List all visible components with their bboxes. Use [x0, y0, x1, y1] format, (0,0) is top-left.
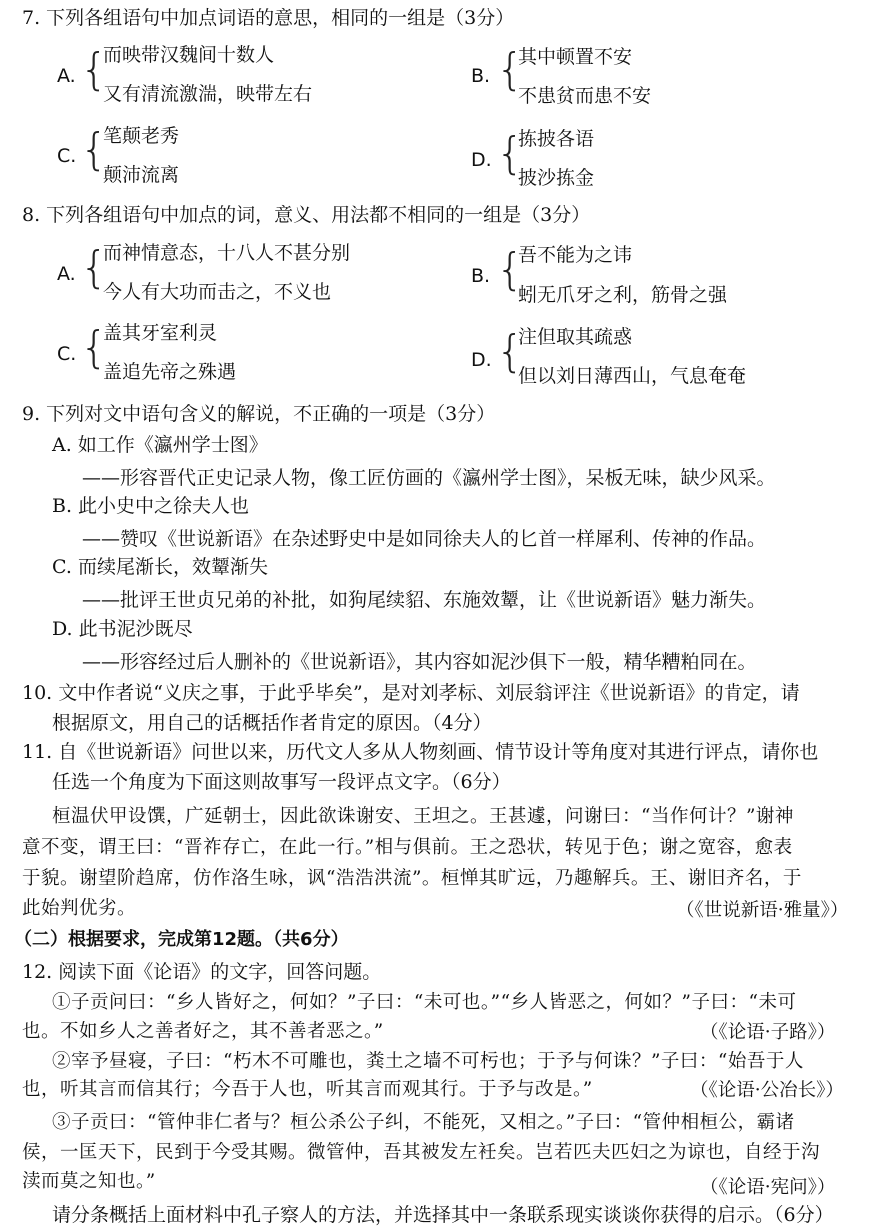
q7-option-b-label: B.: [471, 65, 491, 87]
q12-passage-line: ①子贡问曰：“乡人皆好之，何如？”子曰：“未可也。”“乡人皆恶之，何如？”子曰：“未可: [52, 992, 797, 1013]
q8-option-d-line1: 注但取其疏惑: [518, 326, 633, 348]
q10-line2: 根据原文，用自己的话概括作者肯定的原因。（4分）: [52, 712, 492, 734]
brace-icon: {: [496, 44, 524, 95]
q11-passage-line: 桓温伏甲设馔，广延朝士，因此欲诛谢安、王坦之。王甚遽，问谢曰：“当作何计？”谢神: [52, 806, 794, 827]
q9-stem: 9. 下列对文中语句含义的解说，不正确的一项是（3分）: [22, 403, 496, 425]
q12-stem: 12. 阅读下面《论语》的文字，回答问题。: [22, 961, 382, 983]
q7-option-d-label: D.: [471, 149, 492, 171]
q7-option-a-line2: 又有清流激湍，映带左右: [103, 83, 313, 105]
q8-option-c-line2: 盖追先帝之殊遇: [103, 361, 237, 383]
q8-option-b-label: B.: [471, 265, 491, 287]
q9-option-c: C. 而续尾渐长，效颦渐失: [52, 556, 268, 578]
q8-option-c-label: C.: [57, 343, 77, 365]
q8-option-d-line2: 但以刘日薄西山，气息奄奄: [518, 365, 747, 387]
brace-icon: {: [80, 242, 108, 293]
q11-passage-line: 此始判优劣。: [22, 898, 137, 919]
q8-option-d-label: D.: [471, 349, 492, 371]
q8-option-b-line1: 吾不能为之讳: [518, 244, 633, 266]
q9-option-c-explanation: ——批评王世贞兄弟的补批，如狗尾续貂、东施效颦，让《世说新语》魅力渐失。: [82, 589, 767, 611]
q12-passage-line: ②宰予昼寝，子曰：“朽木不可雕也，粪土之墙不可杇也；于予与何诛？”子曰：“始吾于人: [52, 1051, 804, 1072]
q7-option-c-label: C.: [57, 145, 77, 167]
q12-passage-line: 渎而莫之知也。”: [22, 1171, 156, 1192]
q8-option-b-line2: 蚓无爪牙之利，筋骨之强: [518, 284, 728, 306]
q7-option-b-line2: 不患贫而患不安: [518, 85, 652, 107]
q11-passage-line: 意不变，谓王曰：“晋祚存亡，在此一行。”相与俱前。王之恐状，转见于色；谢之宽容，愈表: [22, 837, 793, 858]
q8-stem: 8. 下列各组语句中加点的词，意义、用法都不相同的一组是（3分）: [22, 204, 591, 226]
q9-option-d: D. 此书泥沙既尽: [52, 618, 193, 640]
q11-line2: 任选一个角度为下面这则故事写一段评点文字。（6分）: [52, 771, 511, 793]
q9-option-d-explanation: ——形容经过后人删补的《世说新语》，其内容如泥沙俱下一般，精华糟粕同在。: [82, 651, 757, 673]
q12-passage-line: 侯，一匡天下，民到于今受其赐。微管仲，吾其被发左衽矣。岂若匹夫匹妇之为谅也，自经于沟: [22, 1142, 821, 1163]
q12-passage-line: ③子贡曰：“管仲非仁者与？桓公杀公子纠，不能死，又相之。”子曰：“管仲相桓公，霸诸: [52, 1112, 795, 1133]
brace-icon: {: [80, 322, 108, 373]
q11-passage-line: 于貌。谢望阶趋席，仿作洛生咏，讽“浩浩洪流”。桓惮其旷远，乃趣解兵。王、谢旧齐名，于: [22, 868, 802, 889]
brace-icon: {: [80, 124, 108, 175]
q8-option-a-label: A.: [57, 263, 76, 285]
q8-option-c-line1: 盖其牙室利灵: [103, 322, 218, 344]
q12-source-1: （《论语·子路》）: [700, 1022, 836, 1043]
q7-option-c-line2: 颠沛流离: [103, 164, 180, 186]
brace-icon: {: [80, 44, 108, 95]
q11-source: （《世说新语·雅量》）: [676, 900, 849, 921]
section-heading: （二）根据要求，完成第12题。（共6分）: [14, 929, 349, 950]
q7-option-a-label: A.: [57, 65, 76, 87]
q7-option-c-line1: 笔颠老秀: [103, 125, 180, 147]
q7-option-a-line1: 而映带汉魏间十数人: [103, 44, 275, 66]
brace-icon: {: [496, 128, 524, 179]
q12-passage-line: 也，听其言而信其行；今吾于人也，听其言而观其行。于予与改是。”: [22, 1079, 593, 1100]
q9-option-a: A. 如工作《瀛州学士图》: [52, 434, 268, 456]
q8-option-a-line2: 今人有大功而击之，不义也: [103, 281, 332, 303]
q12-source-2: （《论语·公冶长》）: [690, 1080, 844, 1101]
q12-source-3: （《论语·宪问》）: [700, 1177, 836, 1198]
q12-task: 请分条概括上面材料中孔子察人的方法，并选择其中一条联系现实谈谈你获得的启示。（6分）: [52, 1204, 834, 1226]
q9-option-b: B. 此小史中之徐夫人也: [52, 495, 250, 517]
q7-stem: 7. 下列各组语句中加点词语的意思，相同的一组是（3分）: [22, 7, 515, 29]
q12-passage-line: 也。不如乡人之善者好之，其不善者恶之。”: [22, 1021, 384, 1042]
q11-line1: 11. 自《世说新语》问世以来，历代文人多从人物刻画、情节设计等角度对其进行评点，请你也: [22, 741, 819, 763]
q7-option-d-line2: 披沙拣金: [518, 167, 595, 189]
q9-option-b-explanation: ——赞叹《世说新语》在杂述野史中是如同徐夫人的匕首一样犀利、传神的作品。: [82, 528, 767, 550]
q7-option-d-line1: 拣披各语: [518, 128, 595, 150]
q9-option-a-explanation: ——形容晋代正史记录人物，像工匠仿画的《瀛州学士图》，呆板无味，缺少风采。: [82, 467, 776, 489]
q7-option-b-line1: 其中顿置不安: [518, 46, 633, 68]
brace-icon: {: [496, 326, 524, 377]
q10-line1: 10. 文中作者说“义庆之事，于此乎毕矣”，是对刘孝标、刘辰翁评注《世说新语》的肯定，请: [22, 682, 800, 704]
brace-icon: {: [496, 244, 524, 295]
q8-option-a-line1: 而神情意态，十八人不甚分别: [103, 242, 351, 264]
